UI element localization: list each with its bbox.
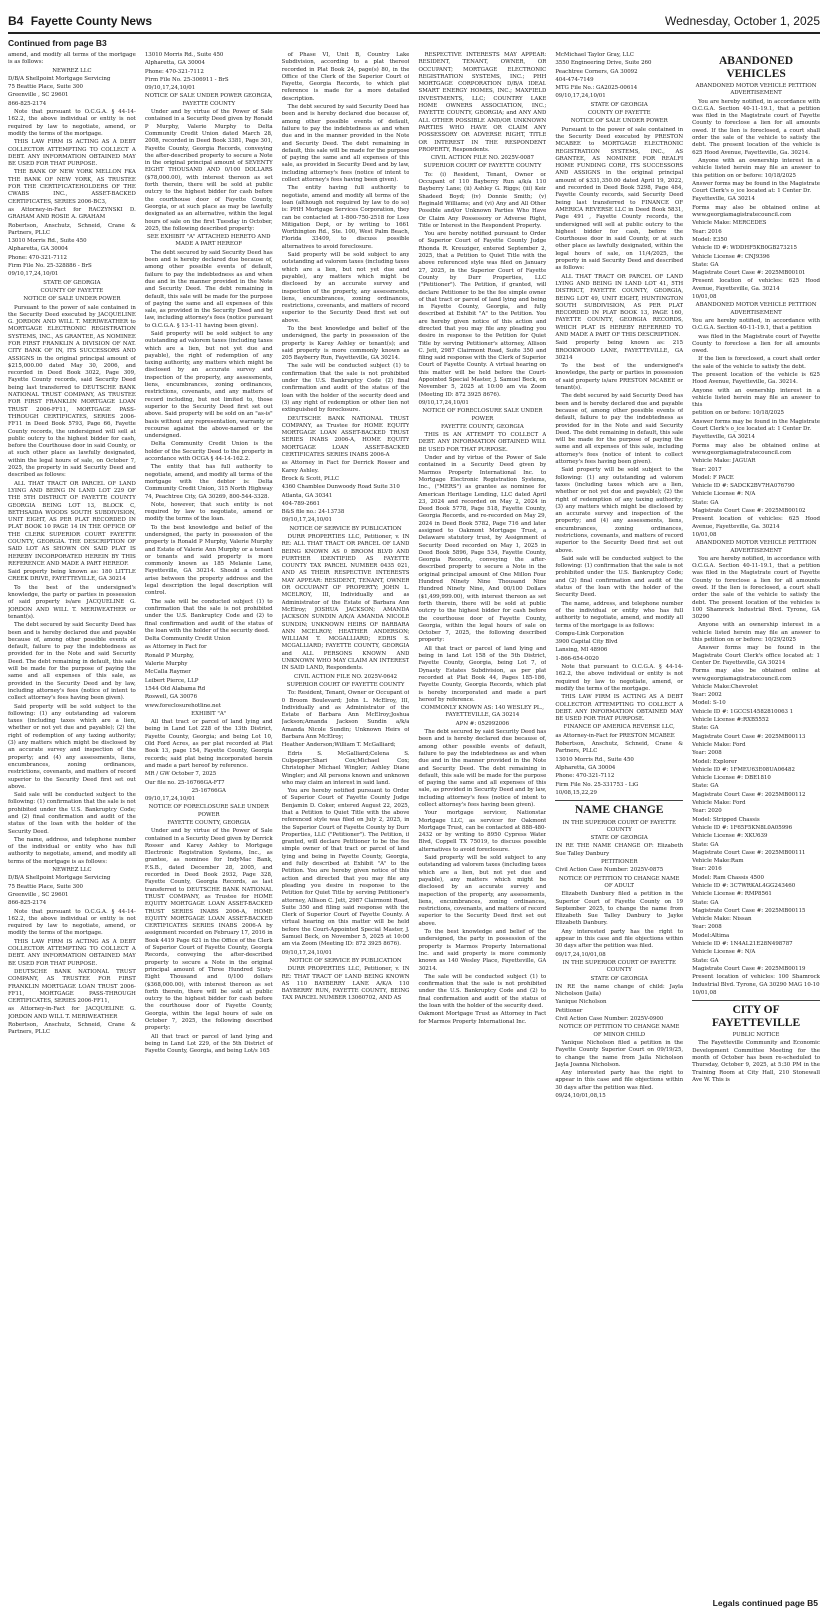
legal-paragraph: Vehicle ID #: SADCK2BV7HA076790 (692, 483, 795, 490)
legal-paragraph: Any interested party has the right to appear in this case and file objections within 30 days after the petition was filed. (555, 928, 684, 950)
legal-paragraph: Vehicle License #: N/A (692, 491, 756, 498)
abandoned-vehicles-notices (692, 83, 820, 997)
legal-paragraph: 09/10,17,24,10/01 (281, 949, 333, 956)
legal-paragraph: FINANCE OF AMERICA REVERSE LLC, (563, 724, 675, 731)
legal-paragraph: Robertson, Anschutz, Schneid, Crane & Partners, PLLC (555, 741, 684, 755)
legal-paragraph: 404-789-2661 (281, 500, 320, 507)
legal-paragraph: Model: S-10 (692, 700, 726, 707)
legal-paragraph: Year: 2008 (692, 750, 722, 757)
legal-paragraph: The Fayetteville Community and Economic Development Committee Meeting for the month of October has been re-scheduled to Thursday, October 9, 2025, at 5:30 PM in the Training Room at City Hall, 210 Stonewall Ave W. This is (692, 1040, 820, 1083)
legal-paragraph: Said property being known as: 180 LITTLE CREEK DRIVE, FAYETTEVILLE, GA 30214 (8, 569, 136, 583)
legal-paragraph: NEWREZ LLC (52, 867, 92, 874)
legal-paragraph: COMMONLY KNOWN AS: 140 WESLEY PL., FAYETTEVILLE, GA 30214 (420, 705, 544, 719)
legal-paragraph: Said property will be sold subject to the following: (1) any outstanding ad valorem taxes (including taxes which are a lien, whether or not yet due and payable); (2) the right of redemption of any taxing authority; (3) any matters which might be disclosed by an accurate survey and inspection of the property; and (4) any assessments, liens, encumbrances, zoning ordinances, restrictions, covenants, and matters of record superior to the Security Deed first set out above. (8, 703, 136, 790)
legal-paragraph: THIS IS AN ATTEMPT TO COLLECT A DEBT. ANY INFORMATION OBTAINED WILL BE USED FOR THAT PURPOSE. (418, 432, 547, 453)
legal-paragraph: You are hereby notified, in accordance with O.C.G.A. Section 40-11-19.1, that a petition was filed in the Magistrate court of Fayette County to foreclose a lien for all amounts owed. If the lien is foreclosed, a court shall order the sale of the vehicle to satisfy the debt. The present location of the vehicles is 100 Shamrock Industrial Blvd. Tyrone, GA 30290 (692, 555, 820, 621)
name-change-heading: NAME CHANGE (574, 804, 664, 817)
legal-paragraph: Your mortgage servicer, Nationstar Mortgage LLC, as servicer for Oakmont Mortgage Trust, can be contacted at 888-480-2432 or by writing to 8950 Cypress Water Blvd, Coppell TX 75019, to discuss possible alternatives to avoid foreclosure. (418, 810, 547, 853)
legal-paragraph: Said sale will be conducted subject to the following: (1) confirmation that the sale is not prohibited under the U.S. Bankruptcy Code; and (2) final confirmation and audit of the status of the loan with the holder of the Security Deed. (8, 792, 136, 835)
legal-paragraph: Vehicle Make: JAGUAR (692, 458, 756, 465)
legal-paragraph: PUBLIC NOTICE (732, 1032, 780, 1039)
legal-paragraph: Note, however, that such entity is not required by law to negotiate, amend or modify the terms of the loan. (144, 501, 273, 523)
issue-date: Wednesday, October 1, 2025 (665, 14, 820, 28)
legal-paragraph: State: GA (692, 957, 719, 964)
continued-to: Legals continued page B5 (712, 1598, 818, 1608)
legal-paragraph: Greenville , SC 29601 (8, 92, 69, 99)
legal-paragraph: COUNTY OF FAYETTE (587, 110, 651, 117)
legal-paragraph: ABANDONED MOTOR VEHICLE PETITION ADVERTISEMENT (695, 302, 817, 316)
legal-paragraph: Vehicle License #: XKU639 (692, 833, 768, 840)
legal-paragraph: McMichael Taylor Gray, LLC (555, 52, 634, 58)
column-3 (282, 52, 410, 1592)
legal-paragraph: Forms may also be obtained online at www.georgiamagistratecouncil.com (692, 442, 820, 456)
legal-paragraph: Answer forms may be found in the Magistrate Court Clerk's office located at: 1 Center Dr. Fayetteville, GA 30214 (692, 645, 820, 666)
legal-paragraph: Vehicle Make: Ford (692, 800, 746, 807)
legal-paragraph: amend, and modify all terms of the mortgage is as follows: (8, 52, 136, 66)
legal-paragraph: Anyone with an ownership interest in a vehicle listed herein may file an answer to this (692, 387, 820, 409)
legal-paragraph: Under and by virtue of the Power of Sale contained in a Security Deed given by Marmos Property International Inc. to Mortgage Electronic Registration Systems, Inc., ("MERS") as grantee as nominee for American Heritage Lending, LLC dated April 23, 2024 and recorded on May 2, 2024 in Deed Book 5778, Page 518, Fayette County, Georgia Records, and re-recorded on May 29, 2024 in Deed Book 5782, Page 716 and later assigned to Oakmont Mortgage Trust, a Delaware statutory trust, by Assignment of Security Deed recorded on May 1, 2025 in Deed Book 5896, Page 534, Fayette County, Georgia Records, conveying the after-described property to secure a Note in the original principal amount of One Millon Four Hundred Ninety Nine Thousand Nine Hundred Ninety Nine, And 00/100 Dollars ($1,499,999.00), with interest thereon as set forth therein, there will be sold at public outcry to the highest bidder for cash before the courthouse door of Fayette County, Georgia, within the legal hours of sale on October 7, 2025, the following described property: (418, 455, 547, 644)
section-divider (555, 800, 683, 801)
paper-name: Fayette County News (30, 14, 153, 28)
legal-paragraph: ABANDONED MOTOR VEHICLE PETITION ADVERTISEMENT (695, 540, 817, 554)
legal-paragraph: If the lien is foreclosed, a court shall order the sale of the vehicle to satisfy the debt. (692, 356, 820, 370)
legal-paragraph: The sale will be conducted subject (1) to confirmation that the sale is not prohibited under the U.S. Bankruptcy Code and (2) to final confirmation and audit of the status of the loan with the holder of the security deed. (418, 973, 547, 1009)
legal-paragraph: State: GA (692, 499, 719, 506)
legal-paragraph: 3550 Engineering Drive, Suite 260 (555, 60, 652, 67)
legal-paragraph: Vehicle ID #: 1F65F5KN8L0A05996 (692, 824, 793, 831)
legal-paragraph: Peachtree Corners, GA 30092 (555, 68, 638, 75)
legal-paragraph: Pursuant to the power of sale contained in the Security Deed executed by PRESTON MCABEE to MORTGAGE ELECTRONIC REGISTRATION SYSTEMS, INC., AS GRANTEE, AS NOMINEE FOR REALFI HOME FUNDING CORP., ITS SUCCESSORS AND ASSIGNS in the original principal amount of $331,350.00 dated April 19, 2022, and recorded in Deed Book 5298, Page 484, Fayette County records, said Security Deed being last transferred to FINANCE OF AMERICA REVERSE LLC in Deed Book 5831, Page 491 , Fayette County records, the undersigned will sell at public outcry to the highest bidder for cash, before the Courthouse door in said County, or at such other place as lawfully designated, within the legal hours of sale, on 11/4/2025, the property in said Security Deed and described as follows: (555, 126, 684, 272)
legal-paragraph: Firm File No. 25-331753 - LiG (555, 781, 639, 788)
legal-paragraph: Alpharetta, GA 30004 (8, 246, 69, 253)
legal-paragraph: Valerie Murphy (144, 661, 188, 668)
legal-paragraph: To the best of the undersigned's knowledge, the party or parties in possession of said property is/are PRESTON MCABEE or tenant(s). (555, 363, 684, 392)
legal-paragraph: All that tract or parcel of land lying and being in Land Lot 229, of the 5th District of Fayette County, Georgia, and being Lot/s 165 (144, 1033, 273, 1055)
legal-paragraph: Magistrate Court Case #: 2025MB00111 (692, 849, 806, 856)
section-divider (692, 1000, 820, 1001)
legal-paragraph: The debt secured by said Security Deed has been and is hereby declared due because of, among other possible events of default, failure to pay the indebtedness as and when due and in the manner provided in the Note and Security Deed. The debt remaining in default, this sale will be made for the purpose of paying the same and all expenses of this sale, as provided in the Security Deed and by law, including attorney's fees (notice pursuant to O.C.G.A. § 13-1-11 having been given). (144, 249, 273, 329)
legal-paragraph: Forms may also be obtained online at www.georgiamagistratecouncil.com (692, 668, 820, 682)
legal-paragraph: Said sale will be conducted subject to the following: (1) confirmation that the sale is not prohibited under the U.S. Bankruptcy Code; and (2) final confirmation and audit of the status of the loan with the holder of the Security Deed. (555, 555, 684, 599)
legal-paragraph: Civil Action Case Number: 2025V-0900 (555, 1016, 664, 1023)
legal-paragraph: Any interested party has the right to appear in this case and file objections within 30 days after the petition was filed. (555, 1070, 684, 1091)
legal-paragraph: THIS LAW FIRM IS ACTING AS A DEBT COLLECTOR ATTEMPTING TO COLLECT A DEBT. ANY INFORMATION OBTAINED MAY BE USED FOR THAT PURPOSE. (8, 139, 136, 168)
legal-paragraph: Vehicle ID #: 1FMEU63E08UA06482 (692, 766, 795, 773)
legal-paragraph: To the best knowledge and belief of the undersigned, the party in possession of the property is Karey Ashley or tenant(s); and said property is more commonly known as 205 Bayberry Run, Fayetteville, GA 30214. (281, 325, 410, 362)
legal-paragraph: To the best knowledge and belief of the undersigned, the party in possession of the property is Marmos Property International Inc. and said property is more commonly known as 140 Wesley Place, Fayetteville, GA 30214. (418, 929, 547, 972)
legal-paragraph: NOTICE OF FORECLOSURE SALE UNDER POWER (148, 804, 269, 818)
legal-paragraph: Vehicle Make:Ram (692, 858, 744, 865)
legal-paragraph: APN #: 052992006 (455, 720, 510, 727)
legal-paragraph: DEUTSCHE BANK NATIONAL TRUST COMPANY, as Trustee for HOME EQUITY MORTGAGE LOAN ASSET-BACKED TRUST SERIES INABS 2006-A, HOME EQUITY MORTGAGE LOAN ASSET-BACKED CERTIFICATES SERIES INABS 2006-A (281, 415, 410, 459)
legal-paragraph: was filed in the Magistrate court of Fayette County to foreclose a lien for all amounts owed. (692, 333, 820, 355)
legal-paragraph: All that tract or parcel of land lying and being in land Lot 158 of the 5th District, Fayette County, Georgia, being Lot 7, of Dynasty Estates Subdivision, as per plat recorded at Plat Book 44, Pages 185-186, Fayette County, Georgia Records, which plat is hereby incorporated and made a part hereof by reference. (418, 645, 547, 703)
legal-paragraph: Atlanta, GA 30341 (281, 492, 333, 499)
legal-paragraph: SEE EXHIBIT "A" ATTACHED HERETO AND MADE A PART HEREOF (147, 234, 271, 248)
legal-paragraph: 09/10,17,24,10/01 (8, 271, 59, 278)
legal-paragraph: The sale will be conducted subject (1) to confirmation that the sale is not prohibited under the U.S. Bankruptcy Code (2) final confirmation and audit of the status of the loan with the holder of the security deed and (3) any right of redemption or other lien not extinguished by foreclosure. (281, 363, 410, 414)
abandoned-vehicles-heading: ABANDONED VEHICLES (718, 55, 794, 80)
legal-paragraph: Note that pursuant to O.C.G.A. § 44-14-162.2, the above individual or entity is not required by law to negotiate, amend, or modify the terms of the mortgage. (555, 664, 684, 692)
legal-paragraph: STATE OF GEORGIA (43, 279, 101, 286)
legal-paragraph: NOTICE OF SALE UNDER POWER (23, 296, 121, 303)
legal-paragraph: Said property will be sold subject to any outstanding ad valorem taxes (including taxes which are a lien, but not yet due and payable), any matters which might be disclosed by an accurate survey and inspection of the property, any assessments, liens, encumbrances, zoning ordinances, restrictions, covenants, and matters of record superior to the Security Deed first set out above. (418, 855, 547, 927)
legal-paragraph: Fayetteville, GA 30214 (692, 434, 755, 441)
legal-paragraph: NOTICE OF SALE UNDER POWER GEORGIA, FAYETTE COUNTY (144, 93, 273, 107)
legal-paragraph: State: GA (692, 725, 719, 732)
legal-paragraph: 3900 Capital City Blvd (555, 639, 618, 646)
masthead-left (8, 14, 152, 28)
legal-paragraph: To: (i) Resident, Tenant, Owner or Occupant of 110 Bayberry Run a/k/a 110 Bayberry Lane; (ii) Ashley G. Riggs; (iii) Keir Shadeed Boyd; (iv) Donnie Smith; (v) Reginald Williams; and (vi) Any and All Other Possible and/or Unknown Parties Who Have Or Claim Any Possessory or Adverse Right, Title or Interest in the Respondent Property. (418, 171, 547, 229)
legal-paragraph: 4360 Chamblee Dunwoody Road Suite 310 (281, 484, 400, 491)
legal-paragraph: FAYETTE COUNTY, GEORGIA (440, 423, 524, 430)
legal-paragraph: Delta Community Credit Union is the holder of the Security Deed to the property in accordance with OCGA § 44-14-162.2. (144, 441, 273, 463)
legal-paragraph: Present location of vehicles: 625 Hood Avenue, Fayetteville, Ga. 30214 (692, 278, 820, 292)
legal-paragraph: Fayetteville, GA 30214 (692, 196, 755, 203)
legal-paragraph: MTG File No.: GA2025-00614 (555, 85, 638, 92)
legal-paragraph: petition on or before: 10/18/2025 (692, 410, 784, 417)
legal-paragraph: THE BANK OF NEW YORK MELLON FKA THE BANK OF NEW YORK, AS TRUSTEE FOR THE CERTIFICATEHOLDERS OF THE CWABS INC., ASSET-BACKED CERTIFICATES, SERIES 2006-BC3, (8, 169, 136, 205)
legal-paragraph: Phone: 470-321-7112 (144, 68, 204, 75)
legal-paragraph: Year: 2020 (692, 808, 722, 815)
legal-paragraph: Robertson, Anschutz, Schneid, Crane & Partners, PLLC (8, 1022, 136, 1036)
legal-paragraph: Under and by virtue of the Power of Sale contained in a Security Deed given by Ronald P Murphy, Valerie Murphy to Delta Community Credit Union dated March 28, 2008, recorded in Deed Book 3381, Page 301, Fayette County, Georgia Records, conveying the after-described property to secure a Note in the original principal amount of SEVENTY EIGHT THOUSAND AND 0/100 DOLLARS ($78,000.00), with interest thereon as set forth therein, there will be sold at public outcry to the highest bidder for cash before the courthouse door of Fayette County, Georgia, or at such place as may be lawfully designated as an alternative, within the legal hours of sale on the first Tuesday in October, 2025, the following described property: (144, 109, 273, 232)
legal-paragraph: PETITIONER (600, 859, 638, 866)
legal-paragraph: The entity that has full authority to negotiate, amend, and modify all terms of the mortgage with the debtor is: Delta Community Credit Union, 315 North Highway 74, Peachtree City, GA 30269, 800-544-3328. (144, 464, 273, 500)
legal-paragraph: Year: 2017 (692, 466, 722, 473)
legal-paragraph: Vehicle ID #: 1N4AL21E28N498787 (692, 941, 793, 948)
legal-paragraph: Petitioner (555, 1007, 583, 1014)
legal-paragraph: Model: Stripped Chassis (692, 816, 760, 823)
legal-paragraph: B&S file no.: 24-13738 (281, 509, 345, 516)
legal-paragraph: 09/10,17,24,10/01 (555, 93, 606, 100)
continued-from: Continued from page B3 (8, 38, 107, 48)
legal-paragraph: NOTICE OF SERVICE BY PUBLICATION (289, 957, 402, 964)
legal-paragraph: Under and by virtue of the Power of Sale contained in a Security Deed given by Derrick Rosser and Karey Ashley to Mortgage Electronic Registration Systems, Inc., as grantee, as nominee for IndyMac Bank, F.S.B., dated December 28, 2005, and recorded in Deed Book 2932, Page 328, Fayette County, Georgia Records, as last transferred to DEUTSCHE BANK NATIONAL TRUST COMPANY, as Trustee for HOME EQUITY MORTGAGE LOAN ASSET-BACKED TRUST SERIES INABS 2006-A, HOME EQUITY MORTGAGE LOAN ASSET-BACKED CERTIFICATES SERIES INABS 2006-A by assignment recorded on February 17, 2016 in Book 4419 Page 621 in the Office of the Clerk of Superior Court of Fayette County, Georgia Records, conveying the after-described property to secure a Note in the original principal amount of Three Hundred Sixty-Eight Thousand and 0/100 dollars ($368,000.00), with interest thereon as set forth therein, there will be sold at public outcry to the highest bidder for cash before the courthouse door of Fayette County, Georgia, within the legal hours of sale on October 7, 2025, the following described property: (144, 828, 273, 1032)
legal-paragraph: Vehicle License #: CNJ9396 (692, 253, 770, 260)
legal-paragraph: Vehicle ID #: 3C7WRKAL4GG243460 (692, 882, 796, 889)
legal-paragraph: 13010 Morris Rd., Suite 450 (8, 238, 87, 245)
legal-paragraph: Forms may also be obtained online at www.georgiamagistratecouncil.com (692, 204, 820, 219)
legal-paragraph: State: GA (692, 783, 719, 790)
legal-paragraph: Magistrate Court Case #: 2025MB00112 (692, 791, 806, 798)
legal-paragraph: D/B/A Shellpoint Mortgage Servicing (8, 875, 111, 882)
legal-paragraph: Our file no. 25-16766GA-FT7 (144, 779, 225, 786)
legal-paragraph: Firm File No. 25-306911 - BrS (144, 76, 229, 83)
legal-paragraph: You are hereby notified pursuant to Order of Superior Court of Fayette County Judge Benjamin D. Coker, entered August 22, 2025, that a Petition to Quiet Title with the above referenced style was filed on July 2, 2025, in the Superior Court of Fayette County by Durr Properties, LLC ("Petitioner"). The Petition, if granted, will declare Petitioner to be the fee simple owner of that tract or parcel of land lying and being in Fayette County, Georgia, and fully described at Exhibit "A" to the Petition. You are hereby given notice of this action and directed that you may file any pleading you desire in response to the Petition for Quiet Title by serving Petitioner's attorney, Allison C. Jett, 2987 Clairmont Road, Suite 350 and filing said response with the Clerk of Superior Court of Fayette County. A virtual hearing on this matter will be held before the Court-Appointed Special Master, J. Samuel Beck, on November 5, 2025 at 10:00 am via Zoom (Meeting ID: 872 3925 8676). (281, 788, 410, 948)
legal-paragraph: IN THE SUPERIOR COURT OF FAYETTE COUNTY (562, 819, 676, 833)
legal-paragraph: Vehicle License #: RMP8561 (692, 891, 772, 898)
legal-paragraph: 09/10,17,24,10/01 (281, 517, 333, 524)
legal-paragraph: as Attorney-in-Fact for PRESTON MCABEE (555, 732, 675, 739)
legal-paragraph: Vehicle Make: Nissan (692, 916, 752, 923)
legal-paragraph: D/B/A Shellpoint Mortgage Servicing (8, 75, 111, 82)
legal-paragraph: Model: Explorer (692, 758, 737, 765)
legal-paragraph: COUNTY OF FAYETTE (40, 287, 104, 294)
legal-paragraph: STATE OF GEORGIA (590, 101, 648, 108)
legal-paragraph: Elizabeth Danbury filed a petition in the Superior Court of Fayette County on 19 September 2025, to change the name from Elizabeth Sue Talley Danbury to Jayke Elizabeth Danbury. (555, 891, 684, 927)
city-heading: CITY OF FAYETTEVILLE (711, 1004, 801, 1029)
legal-paragraph: www.foreclosurehotline.net (144, 702, 221, 709)
legal-paragraph: Heather Anderson;William T. McGalliard; (281, 742, 396, 749)
legal-paragraph: Yanique Nicholson (555, 999, 607, 1006)
legal-paragraph: Civil Action Case Number: 2025V-0875 (555, 867, 664, 874)
legal-paragraph: Phone: 470-321-7112 (8, 254, 67, 261)
legal-paragraph: Magistrate Court Case #: 2025MB00113 (692, 733, 806, 740)
legal-paragraph: Vehicle License #: N/A (692, 949, 756, 956)
legal-paragraph: The name, address, and telephone number of the individual or entity who has full authority to negotiate, amend, and modify all terms of the mortgage is as follows: (8, 836, 136, 865)
legal-paragraph: 25-16766GA (191, 787, 226, 794)
legal-paragraph: The sale will be conducted subject (1) to confirmation that the sale is not prohibited under the U.S. Bankruptcy Code and (2) to final confirmation and audit of the status of the loan with the holder of the security deed. (144, 598, 273, 634)
column-1 (8, 52, 136, 1592)
legal-paragraph: State: GA (692, 841, 719, 848)
legal-paragraph: You are hereby notified, in accordance with O.C.G.A. Section 40-11-19.1, that a petition (692, 317, 820, 332)
legal-paragraph: Firm File No. 25-328886 - BrS (8, 263, 92, 270)
legal-paragraph: CIVIL ACTION FILE NO. 2025V-0642 (294, 673, 398, 680)
legal-paragraph: To the best knowledge and belief of the undersigned, the party in possession of the property is Ronald P Murphy, Valerie Murphy and Estate of Valerie Ann Murphy or a tenant or tenants and said property is more commonly known as 185 Melanie Lane, Fayetteville, GA 30214. Should a conflict arise between the property address and the legal description the legal description will control. (144, 524, 273, 597)
legal-paragraph: Year: 2016 (692, 228, 722, 235)
legal-paragraph: Alpharetta, GA 30004 (555, 764, 616, 771)
legal-paragraph: Greenville , SC 29601 (8, 891, 69, 898)
legal-paragraph: Ronald P Murphy, (144, 652, 195, 659)
legal-paragraph: Leibert Pierce, LLP (144, 677, 199, 684)
legal-paragraph: FAYETTE COUNTY, GEORGIA (167, 819, 251, 826)
legal-paragraph: Model: E350 (692, 236, 728, 243)
legal-paragraph: DURR PROPERTIES LLC, Petitioner, v. IN RE: ALL THAT TRACT OR PARCEL OF LAND BEING KNOWN AS 0 BROOM BLVD AND FURTHER IDENTIFIED AS FAYETTE COUNTY TAX PARCEL NUMBER 0435 021, AND AS THEIR RESPECTIVE INTERESTS MAY APPEAR: RESIDENT, TENANT, OWNER OR OCCUPANT OF PROPERTY; JOHN L. MCELROY, III, Individually and as Administrator of the Estate of Barbara Ann McElroy; JOSHUA JACKSON; AMANDA JACKSON SUNDIN A/K/A AMANDA NICOLE SUNDIN; UNKNOWN HEIRS OF BARBARA ANN MCELROY; HEATHER ANDERSON; WILLIAM T. MCGALLIARD; EDRIS S. MCGALLIARD; FAYETTE COUNTY, GEORGIA and ALL PERSONS KNOWN AND UNKNOWN WHO MAY CLAIM AN INTEREST IN SAID LAND, Respondents. (281, 534, 410, 672)
legal-paragraph: 10/01,08 (692, 531, 717, 538)
legal-paragraph: 13010 Morris Rd., Suite 450 (555, 756, 634, 763)
legal-paragraph: 09/24,10/01,08,15 (555, 1092, 606, 1099)
legal-paragraph: THIS LAW FIRM IS ACTING AS A DEBT COLLECTOR ATTEMPTING TO COLLECT A DEBT. ANY INFORMATION OBTAINED MAY BE USED FOR THAT PURPOSE. (555, 694, 684, 723)
legal-paragraph: Vehicle ID #: WDDHF5KB0GB273215 (692, 245, 798, 252)
legal-paragraph: Note that pursuant to O.C.G.A. § 44-14-162.2, the above individual or entity is not required by law to negotiate, amend, or modify the terms of the mortgage. (8, 109, 136, 137)
legal-paragraph: 1-866-654-0020 (555, 655, 599, 662)
column-4 (418, 52, 546, 1592)
legal-paragraph: NOTICE OF PETITION TO CHANGE NAME OF MINOR CHILD (558, 1024, 680, 1038)
legal-paragraph: 1544 Old Alabama Rd (144, 685, 206, 692)
legal-paragraph: SUPERIOR COURT OF FAYETTE COUNTY (423, 163, 542, 170)
legal-paragraph: MR / GW October 7, 2025 (144, 771, 217, 778)
legal-paragraph: Said property being known as: 215 BROOKWOOD LANE, FAYETTEVILLE, GA 30214 (555, 340, 684, 361)
legal-paragraph: Year: 2016 (692, 866, 722, 873)
legal-paragraph: The debt secured by said Security Deed has been and is hereby declared due because of, among other possible events of default, failure to pay the indebtedness as and when due and in the manner provided in the Note and Security Deed. The debt remaining in default, this sale will be made for the purpose of paying the same and all expenses of this sale, as provided in Security Deed and by law, including attorney's fees (notice of intent to collect attorney's fees having been given). (418, 729, 547, 808)
city-notices (692, 1032, 820, 1084)
legal-paragraph: Said property will be sold subject to any outstanding ad valorem taxes (including taxes which are a lien, but not yet due and payable), the right of redemption of any taxing authority, any matters which might be disclosed by an accurate survey and inspection of the property, any assessments, liens, encumbrances, zoning ordinances, restrictions, covenants, and any matters of record including, but not limited to, those superior to the Security Deed first set out above. Said property will be sold on an "as-is" basis without any representation, warranty or recourse against the above-named or the undersigned. (144, 330, 273, 440)
masthead (8, 10, 820, 34)
legal-paragraph: State: GA (692, 899, 719, 906)
legal-paragraph: The debt secured by said Security Deed has been and is hereby declared due and payable because of, among other possible events of default, failure to pay the indebtedness as provided for in the Note and said Security Deed. The debt remaining in default, this sale will be made for the purpose of paying the same and all expenses of this sale, including attorney's fees (notice of intent to collect attorney's fees having been given). (555, 393, 684, 466)
legal-paragraph: State: GA (692, 261, 719, 268)
legal-paragraph: Vehicle License #: DBE1810 (692, 775, 771, 782)
legal-paragraph: 866-825-2174 (8, 100, 47, 107)
legal-paragraph: McCalla Raymer (144, 669, 191, 676)
legal-paragraph: as Attorney-in-Fact for RACZYNSKI D. GRAHAM AND ROSIE A. GRAHAM (8, 206, 136, 221)
legal-paragraph: 866-825-2174 (8, 900, 47, 907)
legal-paragraph: Answer forms may be found in the Magistrate Court Clerk's o_ice located at: 1 Center Dr. (692, 418, 820, 433)
legal-paragraph: 10/08,15,22,29 (555, 789, 597, 796)
legal-paragraph: The present location of the vehicle is 625 Hood Avenue, Fayetteville, Ga. 30214. (692, 371, 820, 386)
legal-paragraph: as Attorney-in-Fact for JACQUELINE G. JORDON AND WILL T. MERIWEATHER (8, 1006, 136, 1020)
legal-paragraph: NOTICE OF SALE UNDER POWER (570, 118, 668, 125)
legal-paragraph: The entity having full authority to negotiate, amend and modify all terms of the loan (although not required by law to do so) is: PHH Mortgage Services Corporation, they can be contacted at 1-800-750-2518 for Loss Mitigation Dept, or by writing to 1661 Worthington Rd., Ste. 100, West Palm Beach, Florida 33409, to discuss possible alternatives to avoid foreclosure. (281, 185, 410, 250)
legal-paragraph: 09/10,17,24,10/01 (144, 796, 196, 803)
legal-paragraph: 09/17,24,10/01,08 (555, 951, 606, 958)
legal-paragraph: Model: F PACE (692, 474, 734, 481)
legal-paragraph: IN RE the name change of child: Jayla Nicholson (Jaila) (555, 983, 684, 998)
legal-paragraph: Vehicle Make: Ford (692, 741, 746, 748)
legal-paragraph: Vehicle License #:RXB5552 (692, 717, 769, 724)
legal-paragraph: Anyone with an ownership interest in a vehicle listed herein may file an answer to this petition on or before: 10/18/2025 (692, 157, 820, 179)
legal-paragraph: of Phase VI, Unit B, Country Lake Subdivision, according to a plat thereof recorded in Plat Book 24, page(s) 80, in the Office of the Clerk of the Superior Court of Fayette, Georgia Records, to which plat reference is made for a more detailed description. (281, 52, 410, 102)
legal-paragraph: The debt secured by said Security Deed has been and is hereby declared due and payable because of, among other possible events of default, failure to pay the indebtedness as provided for in the Note and said Security Deed. The debt remaining in default, this sale will be made for the purpose of paying the same and all expenses of this sale, as provided in the Security Deed and by law, including attorney's fees (notice of intent to collect attorney's fees having been given). (8, 622, 136, 702)
legal-paragraph: 10/01,08 (692, 989, 717, 996)
legal-paragraph: The debt secured by said Security Deed has been and is hereby declared due because of, among other possible events of default, failure to pay the indebtedness as and when due and in the manner provided in the Note and Security Deed. The debt remaining in default, this sale will be made for the purpose of paying the same and all expenses of this sale, as provided in Security Deed and by law, including attorney's fees (notice of intent to collect attorney's fees having been given). (281, 104, 410, 184)
legal-paragraph: Phone: 470-321-7112 (555, 773, 615, 780)
legal-paragraph: Model: Ram Chassis 4500 (692, 874, 764, 881)
legal-paragraph: NOTICE OF FORECLOSURE SALE UNDER POWER (422, 408, 543, 422)
legal-paragraph: Model:Altima (692, 932, 730, 939)
legal-paragraph: Present location of vehicles: 625 Hood Avenue, Fayetteville, Ga. 30214 (692, 516, 820, 530)
legal-paragraph: Lansing, MI 48906 (555, 647, 608, 654)
legal-paragraph: Magistrate Court Case #: 2025MB00115 (692, 907, 806, 914)
column-6 (692, 52, 820, 1592)
legal-paragraph: You are hereby notified pursuant to Order of Superior Court of Fayette County Judge Rhonda R. Kreuziger, entered September 2, 2025, that a Petition to Quiet Title with the above referenced style was filed on January 27, 2025, in the Superior Court of Fayette County by Durr Properties, LLC ("Petitioner"). The Petition, if granted, will declare Petitioner to be the fee simple owner of that tract or parcel of land lying and being in Fayette County, Georgia, and fully described at Exhibit "A" to the Petition. You are hereby given notice of this action and directed that you may file any pleading you desire in response to the Petition for Quiet Title by serving Petitioner's attorney, Allison C. Jett, 2987 Clairmont Road, Suite 350 and filing said response with the Clerk of Superior Court of Fayette County. A virtual hearing on this matter will be held before the Court-Appointed Special Master, J. Samuel Beck, on November 5, 2025 at 10:00 am via Zoom (Meeting ID: 872 3925 8676). (418, 231, 547, 398)
name-change-notices (555, 820, 683, 1101)
legal-paragraph: Alpharetta, GA 30004 (144, 60, 205, 67)
legal-paragraph: Anyone with an ownership interest in a vehicle listed herein may file an answer to this petition on or before: 10/29/2025 (692, 622, 820, 644)
legal-paragraph: 09/10,17,24,10/01 (144, 85, 196, 92)
legal-paragraph: NOTICE OF PETITION TO CHANGE NAME OF ADULT (558, 875, 680, 889)
legal-paragraph: Brock & Scott, PLLC (281, 475, 340, 482)
legal-paragraph: All that tract or parcel of land lying and being in Land Lot 228 of the 13th District, Fayette County, Georgia; and being Lot 10, Old Ford Acres, as per plat recorded at Plat Book 13, page 154, Fayette County, Georgia records; said plat being incorporated herein and made a part hereof by reference. (144, 719, 273, 769)
legal-paragraph: 75 Beattie Place, Suite 300 (8, 883, 83, 890)
legal-paragraph: 404-474-7149 (555, 76, 594, 83)
legal-paragraph: Vehicle Make:Chevrolet (692, 683, 758, 690)
column-2 (145, 52, 273, 1592)
legal-paragraph: IN RE THE NAME CHANGE OF: Elizabeth Sue Talley Danbury (555, 843, 684, 857)
legal-paragraph: EXHIBIT "A" (191, 710, 227, 717)
legal-paragraph: Magistrate Court Case #: 2025MB00102 (692, 508, 806, 515)
legal-paragraph: SUPERIOR COURT OF FAYETTE COUNTY (286, 681, 405, 688)
legal-paragraph: Year: 2008 (692, 924, 722, 931)
legal-paragraph: Compu-Link Corporation (555, 630, 624, 637)
legal-paragraph: Year: 2002 (692, 692, 722, 699)
legal-paragraph: 13010 Morris Rd., Suite 450 (144, 52, 224, 58)
legal-paragraph: ALL THAT TRACT OR PARCEL OF LAND LYING AND BEING IN LAND LOT 229 OF THE 5TH DISTRICT OF FAYETTE COUNTY GEORGIA BEING LOT 13, BLOCK C, BETHSAIDA WOODS SOUTH SUBDIVISION, UNIT EIGHT, AS PER PLAT RECORDED IN PLAT BOOK 10 PAGE 14 IN THE OFFICE OF THE CLERK SUPERIOR COURT FAYETTE COUNTY, GEORGIA. THE DESCRIPTION OF SAID LOT AS SHOWN ON SAID PLAT IS HEREBY INCORPORATED HEREIN BY THIS REFERENCE AND MADE A PART HEREOF. (8, 480, 136, 567)
legal-paragraph: Pursuant to the power of sale contained in the Security Deed executed by JACQUELINE G. JORDON AND WILL T. MERIWEATHER to MORTGAGE ELECTRONIC REGISTRATION SYSTEMS, INC., AS GRANTEE, AS NOMINEE FOR FIRST FRANKLIN A DIVISION OF NAT. CITY BANK OF IN, ITS SUCCESSORS AND ASSIGNS in the original principal amount of $215,000.00 dated May 30, 2006, and recorded in Deed Book 3022, Page 309, Fayette County records, said Security Deed being last transferred to DEUTSCHE BANK NATIONAL TRUST COMPANY, AS TRUSTEE FOR FIRST FRANKLIN MORTGAGE LOAN TRUST 2006-FF11, MORTGAGE PASS-THROUGH CERTIFICATES, SERIES 2006-FF11 in Deed Book 5793, Page 66, Fayette County records, the undersigned will sell at public outcry to the highest bidder for cash, before the Courthouse door in said County, or at such other place as lawfully designated, within the legal hours of sale, on October 7, 2025, the property in said Security Deed and described as follows: (8, 304, 136, 479)
legal-paragraph: Robertson, Anschutz, Schneid, Crane & Partners, PLLC (8, 222, 136, 236)
legal-paragraph: as Attorney in Fact for Derrick Rosser and Karey Ashley. (281, 460, 410, 474)
page-number: B4 (8, 14, 24, 28)
legal-paragraph: Note that pursuant to O.C.G.A. § 44-14-162.2, the above individual or entity is not required by law to negotiate, amend, or modify the terms of the mortgage. (8, 908, 136, 937)
legal-paragraph: 10/01,08 (692, 294, 717, 301)
legal-paragraph: Roswell, GA 30076 (144, 694, 198, 701)
legal-paragraph: IN THE SUPERIOR COURT OF FAYETTE COUNTY (562, 959, 676, 974)
legal-paragraph: DEUTSCHE BANK NATIONAL TRUST COMPANY, AS TRUSTEE FOR FIRST FRANKLIN MORTGAGE LOAN TRUST 2006-FF11, MORTGAGE PASS-THROUGH CERTIFICATES, SERIES 2006-FF11, (8, 968, 136, 1005)
legal-paragraph: Said property will be sold subject to the following: (1) any outstanding ad valorem taxes (including taxes which are a lien, whether or not yet due and payable); (2) the right of redemption of any taxing authority; (3) any matters which might be disclosed by an accurate survey and inspection of the property; and (4) any assessments, liens, encumbrances, zoning ordinances, restrictions, covenants, and matters of record superior to the Security Deed first set out above. (555, 467, 684, 554)
legal-paragraph: ABANDONED MOTOR VEHICLE PETITION ADVERTISEMENT (695, 83, 817, 97)
legal-paragraph: CIVIL ACTION FILE NO. 2025V-0087 (430, 155, 534, 162)
column-5 (555, 52, 683, 1592)
legal-paragraph: Magistrate Court Case #: 2025MB00101 (692, 270, 806, 277)
legal-paragraph: 09/10,17,24,10/01 (418, 399, 469, 406)
legal-paragraph: To: Resident, Tenant, Owner or Occupant of 0 Broom Boulevard; John L. McElroy, III, Individually and as Administrator of the Estate of Barbara Ann McElroy;Joshua Jackson;Amanda Jackson Sundin a/k/a Amanda Nicole Sundin; Unknown Heirs of Barbara Ann McElroy; (281, 690, 410, 741)
legal-paragraph: DURR PROPERTIES LLC, Petitioner, v. IN RE: THAT TRACT OF LAND BEING KNOWN AS 110 BAYBERRY LANE A/K/A 110 BAYBERRY RUN, FAYETTE COUNTY, BEING TAX PARCEL NUMBER 13060702, AND AS (281, 966, 410, 1002)
legal-paragraph: Said property will be sold subject to any outstanding ad valorem taxes (including taxes which are a lien, but not yet due and payable), any matters which might be disclosed by an accurate survey and inspection of the property, any assessments, liens, encumbrances, zoning ordinances, restrictions, covenants, and matters of record superior to the Security Deed first set out above. (281, 252, 410, 324)
legal-paragraph: RESPECTIVE INTERESTS MAY APPEAR: RESIDENT, TENANT, OWNER, OR OCCUPANT; MORTGAGE ELECTRONIC REGISTRATION SYSTEMS, INC.; PHH MORTGAGE CORPORATION D/B/A IDEAL SMART ENERGY HOMES, INC.; MAXFIELD INVESTMENTS, LLC; COUNTRY LAKE HOME OWNERS ASSOCIATION, INC.; FAYETTE COUNTY, GEORGIA; and ANY AND ALL OTHER POSSIBLE AND/OR UNKNOWN PARTIES WHO HAVE OR CLAIM ANY POSSESSORY OR ADVERSE RIGHT, TITLE OR INTEREST IN THE RESPONDENT PROPERTY, Respondents. (418, 52, 547, 153)
legal-paragraph: Answer forms may be found in the Magistrate Court Clerk's o_ice located at: 1 Center Dr. (692, 180, 820, 195)
legal-paragraph: THIS LAW FIRM IS ACTING AS A DEBT COLLECTOR ATTEMPTING TO COLLECT A DEBT. ANY INFORMATION OBTAINED MAY BE USED FOR THAT PURPOSE. (8, 938, 136, 967)
legal-paragraph: Present location of vehicles: 100 Shamrock Industrial Blvd. Tyrone, GA 30290 MAG 10-10 (692, 974, 820, 988)
legal-paragraph: The name, address, and telephone number of the individual or entity who has full authority to negotiate, amend, and modify all terms of the mortgage is as follows: (555, 600, 684, 629)
legal-paragraph: STATE OF GEORGIA (590, 975, 648, 982)
legal-paragraph: ALL THAT TRACT OR PARCEL OF LAND LYING AND BEING IN LAND LOT 41, 5TH DISTRICT, FAYETTE COUNTY, GEORGIA, BEING LOT 49, UNIT EIGHT, HUNTINGTON SOUTH SUBDIVISION, AS PER PLAT RECORDED IN PLAT BOOK 13, PAGE 160, FAYETTE COUNTY, GEORGIA RECORDS, WHICH PLAT IS HEREBY REFERRED TO AND MADE A PART OF THIS DESCRIPTION. (555, 273, 684, 338)
legal-paragraph: Yanique Nicholson filed a petition in the Fayette County Superior Court on 09/19/25, to change the name from Jaila Nicholson Jayla Joanna Nicholson. (555, 1039, 684, 1068)
legal-paragraph: NEWREZ LLC (52, 67, 92, 74)
legal-paragraph: 75 Beattie Place, Suite 300 (8, 84, 83, 91)
legal-paragraph: Edris S. McGalliard;Celena S. Culpepper;Shari Cox;Michael Cox; Christopher Michael Wingler; Ashley Diane Wingler; and All persons known and unknown who may claim an interest in said land. (281, 750, 410, 786)
legal-paragraph: To the best of the undersigned's knowledge, the party or parties in possession of said property is/are JACQUELINE G. JORDON AND WILL T. MERIWEATHER or tenant(s). (8, 584, 136, 620)
legal-paragraph: Delta Community Credit Union (144, 636, 231, 643)
legal-paragraph: NOTICE OF SERVICE BY PUBLICATION (289, 525, 402, 532)
legal-paragraph: STATE OF GEORGIA (590, 835, 648, 842)
legal-paragraph: You are hereby notified, in accordance with O.C.G.A. Section 40-11-19.1, that a petition was filed in the Magistrate court of Fayette County to foreclose a lien for all amounts owed. If the lien is foreclosed, a court shall order the sale of the vehicle to satisfy the debt. The present location of the vehicle is 625 Hood Avenue, Fayetteville, Ga. 30214. (692, 98, 820, 156)
legal-paragraph: as Attorney in Fact for (144, 644, 207, 651)
legal-paragraph: Vehicle ID #: 1GCCS14582810063 1 (692, 708, 794, 715)
legal-columns (8, 52, 820, 1592)
column-5-notices (555, 52, 683, 797)
legal-paragraph: Magistrate Court Case #: 2025MB00119 (692, 965, 806, 972)
legal-paragraph: Vehicle Make: MERCEDES (692, 220, 767, 227)
legal-paragraph: Oakmont Mortgage Trust as Attorney in Fact for Marmos Property International Inc. (418, 1011, 547, 1025)
